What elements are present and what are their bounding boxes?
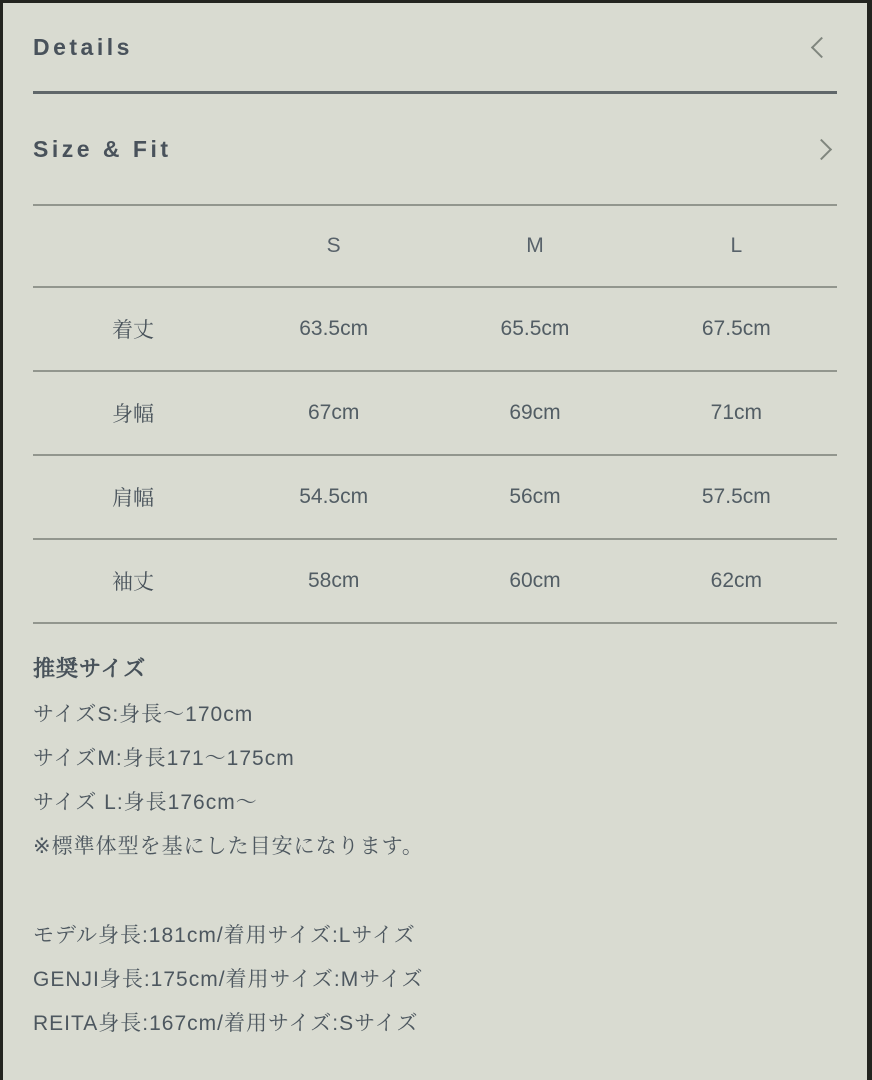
size-fit-section-header[interactable] (33, 94, 837, 206)
recommended-size-l: サイズ L:身長176cm〜 (33, 791, 258, 814)
column-header-l: L (730, 234, 743, 257)
cell-value: 57.5cm (701, 485, 771, 508)
cell-value: 69cm (509, 401, 561, 424)
cell-value: 67cm (307, 401, 360, 424)
row-label: 身幅 (112, 403, 154, 426)
cell-value: 56cm (509, 485, 561, 508)
model-info-section (33, 879, 837, 1035)
chevron-right-icon[interactable] (811, 138, 832, 159)
table-row-sleeve-length (33, 540, 837, 624)
column-header-m: M (526, 234, 544, 257)
table-row-shoulder-width (33, 456, 837, 540)
row-label: 袖丈 (112, 571, 154, 594)
cell-value: 63.5cm (299, 317, 369, 340)
cell-value: 60cm (509, 569, 561, 592)
cell-value: 67.5cm (701, 317, 771, 340)
recommended-size-note: ※標準体型を基にした目安になります。 (33, 835, 424, 858)
model-info-line: GENJI身長:175cm/着用サイズ:Mサイズ (33, 968, 424, 991)
row-label: 肩幅 (112, 487, 154, 510)
column-header-s: S (326, 234, 341, 257)
size-fit-section-label: Size & Fit (33, 135, 172, 162)
table-row-body-width (33, 372, 837, 456)
cell-value: 62cm (710, 569, 762, 592)
table-row-length (33, 288, 837, 372)
details-section-header[interactable] (33, 3, 837, 94)
size-chart-table (33, 206, 837, 624)
model-info-line: モデル身長:181cm/着用サイズ:Lサイズ (33, 924, 416, 947)
recommended-size-section (33, 624, 837, 858)
model-info-line: REITA身長:167cm/着用サイズ:Sサイズ (33, 1012, 419, 1035)
cell-value: 71cm (710, 401, 762, 424)
cell-value: 58cm (307, 569, 360, 592)
row-label: 着丈 (112, 319, 154, 342)
cell-value: 54.5cm (299, 485, 369, 508)
chevron-left-icon[interactable] (811, 36, 832, 57)
recommended-size-s: サイズS:身長〜170cm (33, 703, 254, 726)
details-section-label: Details (33, 33, 133, 60)
size-chart-header-row (33, 206, 837, 288)
cell-value: 65.5cm (500, 317, 570, 340)
recommended-size-title: 推奨サイズ (33, 656, 147, 681)
recommended-size-m: サイズM:身長171〜175cm (33, 747, 295, 770)
